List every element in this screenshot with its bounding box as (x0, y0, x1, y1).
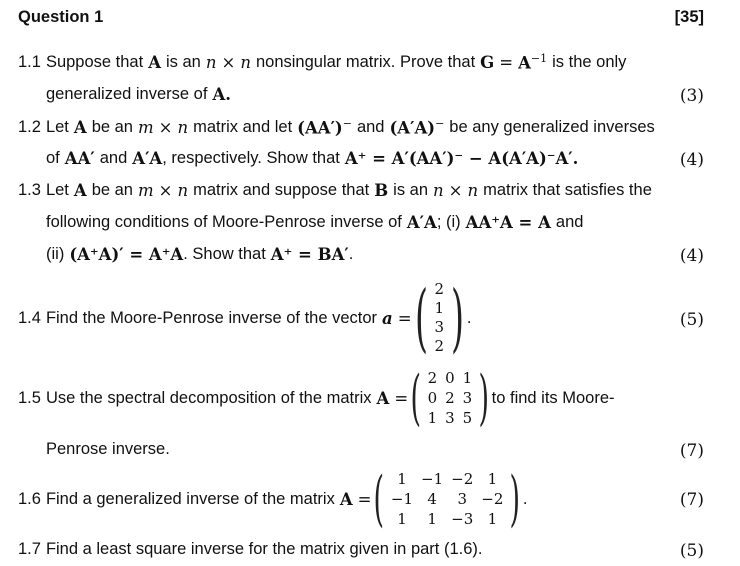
q1-7-text: Find a least square inverse for the matrix given in part (1.6). (45, 540, 483, 558)
math-formula: (A⁺A)′ = A⁺A (69, 245, 184, 264)
math-expr: (A′A)− (389, 117, 445, 138)
matrix-15-cell: 0 (445, 369, 455, 387)
matrix-15-cell: 2 (427, 369, 438, 387)
math-var: n (177, 181, 189, 200)
math-expr: AA′ (64, 149, 95, 168)
vector-a-cell: 1 (434, 299, 444, 317)
q1-5-text: to find its Moore- (491, 388, 615, 407)
matrix-inverse: $A^{-1}$ (518, 52, 548, 73)
q1-3-text: Let (45, 181, 69, 199)
q1-2-text: of (46, 149, 60, 167)
right-paren: ) (450, 275, 464, 361)
matrix-16-cell: −1 (390, 490, 414, 508)
q1-3-line1 (18, 181, 652, 200)
q1-1-marks: (3) (679, 86, 704, 106)
q1-2-text: matrix and let (193, 117, 293, 136)
q1-3-text: . Show that (183, 245, 266, 263)
q1-6-text: Find a generalized inverse of the matrix (45, 489, 335, 508)
matrix-symbol: A (73, 117, 87, 137)
q1-1-number: 1.1 (18, 52, 41, 71)
right-paren: ) (478, 363, 490, 433)
q1-4-text: Find the Moore-Penrose inverse of the vector (45, 308, 378, 327)
math-formula: A⁺ = A′(AA′)⁻ − A(A′A)⁻A′. (344, 149, 579, 168)
matrix-16-cell: 4 (427, 490, 437, 508)
q1-6-marks: (7) (679, 490, 704, 510)
total-marks: [35] (674, 8, 704, 26)
math-op: × (221, 52, 236, 72)
math-var: n (433, 181, 444, 200)
matrix-15-cell: 3 (445, 409, 455, 427)
matrix-16-cell: 1 (397, 510, 407, 528)
matrix-15 (424, 368, 477, 428)
left-paren: ( (414, 275, 428, 361)
matrix-symbol: A (148, 52, 161, 72)
matrix-16-cell: 3 (457, 490, 467, 508)
math-op: × (158, 181, 173, 200)
q1-5-line2: Penrose inverse. (46, 440, 170, 458)
math-op: = (357, 489, 372, 509)
math-op: = (394, 388, 409, 408)
q1-2-text: and (356, 117, 385, 136)
q1-3-text: (ii) (46, 245, 65, 263)
left-paren: ( (373, 464, 385, 534)
math-var: m (137, 117, 154, 137)
matrix-16-cell: −2 (451, 470, 474, 488)
math-op: = (499, 52, 514, 72)
matrix-15-cell: 1 (427, 409, 438, 427)
q1-3-text: be an (91, 181, 133, 199)
math-var: n (467, 181, 479, 200)
q1-5-text: Use the spectral decomposition of the matrix (45, 388, 372, 407)
matrix-16-cell: 1 (487, 470, 498, 488)
q1-2-text: Let (45, 117, 69, 136)
q1-5-marks: (7) (679, 441, 704, 461)
q1-5-number: 1.5 (18, 388, 41, 407)
q1-4-line (18, 275, 471, 361)
left-paren: ( (410, 363, 422, 433)
math-expr: (AA′)− (297, 117, 352, 138)
matrix-16-cell: −1 (421, 470, 444, 488)
matrix-16-cell: 1 (427, 510, 437, 528)
matrix-16 (387, 469, 508, 529)
q1-3-text: matrix that satisfies the (483, 181, 652, 199)
math-op: = (397, 308, 412, 328)
matrix-symbol: B (374, 181, 389, 200)
matrix-16-cell: −2 (481, 490, 504, 508)
q1-4-marks: (5) (679, 310, 704, 330)
q1-1-line2 (46, 85, 231, 104)
q1-4-text: . (466, 308, 472, 327)
q1-3-text: is an (393, 181, 429, 199)
math-formula: AA⁺A = A (465, 213, 551, 232)
q1-3-text: matrix and suppose that (193, 181, 370, 199)
matrix-15-cell: 5 (462, 409, 473, 427)
q1-6-line (18, 464, 528, 534)
q1-2-line2 (46, 149, 578, 168)
q1-3-text: ; (i) (436, 213, 461, 231)
q1-3-marks: (4) (679, 246, 704, 266)
q1-2-text: and (99, 149, 128, 167)
q1-1-text: generalized inverse of (46, 85, 208, 103)
math-expr: A′A (406, 213, 437, 232)
math-formula: A⁺ = BA′ (270, 245, 349, 264)
q1-4-number: 1.4 (18, 308, 41, 327)
question-title: Question 1 (18, 8, 104, 26)
matrix-symbol: G (480, 52, 495, 72)
q1-7-number: 1.7 (18, 540, 41, 558)
vector-a-cell: 3 (434, 318, 444, 336)
math-var: n (205, 52, 217, 72)
math-op: × (448, 181, 463, 200)
q1-1-text: is the only (552, 52, 627, 71)
matrix-16-cell: 1 (397, 470, 407, 488)
matrix-15-cell: 3 (462, 389, 473, 407)
vector-a-cell: 2 (434, 280, 444, 298)
q1-1-text: is an (166, 52, 201, 71)
matrix-15-cell: 2 (445, 389, 455, 407)
q1-1-text: nonsingular matrix. Prove that (255, 52, 476, 71)
math-var: n (177, 117, 189, 137)
vector-a-cell: 2 (434, 337, 444, 355)
q1-2-number: 1.2 (18, 117, 41, 136)
vector-symbol: a (382, 308, 393, 328)
q1-6-text: . (522, 489, 528, 508)
q1-1-text: Suppose that (45, 52, 144, 71)
q1-3-line2 (46, 213, 583, 232)
right-paren: ) (509, 464, 521, 534)
math-var: n (240, 52, 251, 72)
q1-2-text: be any generalized inverses (449, 117, 655, 136)
matrix-16-cell: 1 (487, 510, 498, 528)
q1-5-line1 (18, 363, 615, 433)
vector-a (430, 280, 448, 356)
math-expr: A′A (132, 149, 163, 168)
q1-6-number: 1.6 (18, 489, 41, 508)
q1-2-text: be an (91, 117, 133, 136)
q1-1-line1 (18, 52, 626, 73)
matrix-16-cell: −3 (451, 510, 474, 528)
math-op: × (158, 117, 173, 137)
q1-2-marks: (4) (679, 150, 704, 170)
q1-2-text: , respectively. Show that (162, 149, 340, 167)
q1-3-text: following conditions of Moore-Penrose inverse of (46, 213, 402, 231)
math-var: m (137, 181, 154, 200)
matrix-symbol: A (376, 388, 390, 408)
matrix-symbol: A (339, 489, 353, 509)
q1-3-text: and (555, 213, 584, 231)
q1-3-number: 1.3 (18, 181, 41, 199)
q1-3-line3 (46, 245, 353, 264)
q1-7-line (18, 540, 482, 559)
matrix-15-cell: 1 (462, 369, 473, 387)
q1-3-text: . (348, 245, 354, 263)
matrix-15-cell: 0 (427, 389, 438, 407)
q1-2-line1 (18, 117, 655, 138)
matrix-symbol: A. (212, 85, 231, 104)
q1-7-marks: (5) (679, 541, 704, 561)
matrix-symbol: A (73, 181, 87, 200)
